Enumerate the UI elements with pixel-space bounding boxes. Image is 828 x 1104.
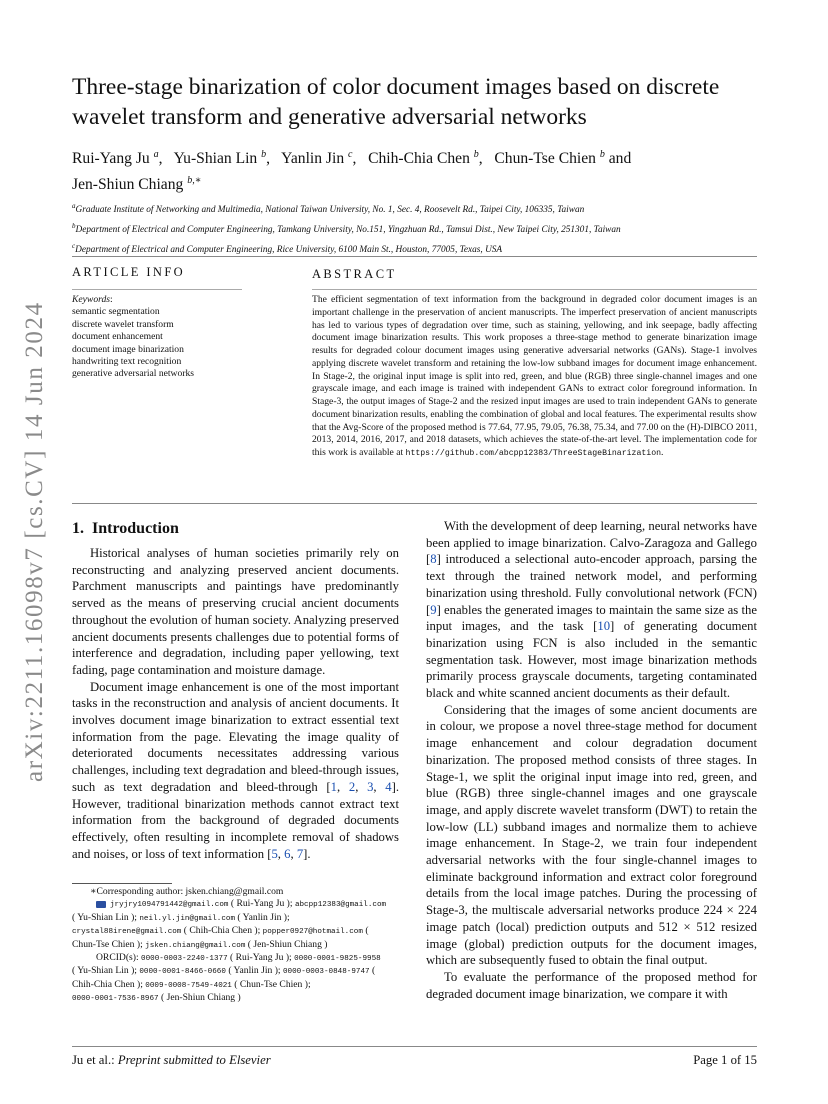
affiliation-text: Department of Electrical and Computer Engineering, Tamkang University, No.151, Yingzhuan Rd., Tamsui Dist., New Taipei City, 251301, Taiwan [75, 225, 621, 236]
footnote-text: ( [362, 925, 369, 937]
footnote-text: ( Yu-Shian Lin ); [72, 911, 140, 923]
abstract-end-divider [72, 503, 757, 504]
author-affil-mark: c [348, 149, 353, 160]
paragraph-text: ] enables the generated images to maintain the same size as the input images, and the task [ [426, 602, 757, 634]
keyword-item: discrete wavelet transform [72, 318, 174, 330]
orcid-id[interactable]: 0000-0001-7536-8967 [72, 995, 159, 1004]
keyword-item: document enhancement [72, 331, 163, 343]
footnote-text: Chih-Chia Chen ); [72, 978, 146, 990]
paragraph-text: ]. However, traditional binarization methods cannot extract text information from the background of degraded documents effectively, often resulting in incomplete removal of shadows and noises, or loss of text information [ [72, 779, 400, 861]
footnote-text: ( Yanlin Jin ); [235, 911, 290, 923]
keyword-item: handwriting text recognition [72, 356, 182, 368]
citation-link[interactable]: 7 [296, 846, 304, 861]
right-column [426, 518, 757, 1002]
email-address[interactable]: jryjry1094791442@gmail.com [110, 901, 229, 910]
author-name: Jen-Shiun Chiang [72, 176, 184, 194]
citation-link[interactable]: 5 [271, 846, 278, 861]
paragraph-text: ] introduced a selectional auto-encoder approach, parsing the text through the trained network model, and performing binarization using threshold. Fully convolutional network (FCN) [ [426, 552, 757, 617]
citation-link[interactable]: 8 [430, 552, 437, 567]
abstract-heading: ABSTRACT [312, 267, 397, 281]
left-column [72, 545, 399, 862]
keyword-item: semantic segmentation [72, 306, 160, 318]
author-name: Chun-Tse Chien [494, 150, 596, 168]
corresponding-author: ∗Corresponding author: jsken.chiang@gmail.com [90, 886, 284, 897]
paragraph: Historical analyses of human societies primarily rely on reconstructing and analyzing preserved ancient documents. Parchment manuscripts and paintings have predominantly served as the means of preserving crucial ancient documents throughout the evolution of human society. Analyzing preserved ancient documents presents challenges due to potential forms of interference and degradation, including paper yellowing, text fading, page contamination and moisture damage. [72, 546, 399, 677]
section-number: 1. [72, 520, 84, 537]
footer-note: Preprint submitted to Elsevier [117, 1053, 271, 1067]
footer-divider [72, 1046, 757, 1047]
code-link[interactable]: https://github.com/abcpp12383/ThreeStageBinarization [405, 449, 662, 458]
citation-link[interactable]: 10 [597, 619, 611, 634]
paragraph-text: Document image enhancement is one of the most important tasks in the reconstruction and analysis of ancient documents. It involves document image binarization to extract essential text information from the page. Elevating the image quality of deteriorated documents necessitates addressing various challenges, including text degradation and bleed-through issues, such as text degradation and bleed-through [ [72, 679, 399, 794]
footnote-text: ( Rui-Yang Ju ); [227, 952, 295, 964]
affiliation-mark: c [72, 242, 76, 251]
author-name: Rui-Yang Ju [72, 150, 150, 168]
article-info-divider [72, 289, 242, 290]
footnote-text: ( Jen-Shiun Chiang ) [245, 938, 328, 950]
author-affil-mark: b [473, 149, 479, 160]
and-word: and [608, 150, 632, 168]
running-footer [72, 1053, 271, 1068]
author-name: Yu-Shian Lin [173, 150, 258, 168]
citation-link[interactable]: 1 [330, 779, 337, 794]
affiliation-text: Department of Electrical and Computer Engineering, Rice University, 6100 Main St., Houston, 77005, Texas, USA [75, 245, 503, 256]
email-address[interactable]: crystal88irene@gmail.com [72, 928, 182, 937]
orcid-id[interactable]: 0009-0008-7549-4021 [145, 981, 232, 990]
abstract-text: The efficient segmentation of text information from the background in degraded color document images is an important challenge in the preservation of ancient manuscripts. The imperfect preservation of ancient manuscripts has led to various types of degradation over time, such as staining, yellowing, and ink seepage, badly affecting document image binarization results. This work proposes a three-stage method to generate binarization image results for degraded colour document images using generative adversarial networks (GANs). Stage-1 involves applying discrete wavelet transform and retaining the low-low subband images for document image enhancement. In Stage-2, the original input image is split into red, green, and blue (RGB) three single-channel images and one grayscale image, and each image is trained with independent GANs to extract color foreground information. In Stage-3, the output images of Stage-2 and the resized input images are used to train independent GANs to generate document binarization results, enabling the combination of global and local features. The experimental results show that the Avg-Score of the proposed method is 77.64, 77.95, 79.05, 76.38, 75.34, and 77.00 on the (H)-DIBCO 2011, 2013, 2014, 2016, 2017, and 2018 datasets, which achieves the state-of-the-art level. The implementation code for this work is available at [312, 294, 757, 458]
email-address[interactable]: jsken.chiang@gmail.com [145, 941, 246, 950]
abstract-body: The efficient segmentation of text information from the background in degraded color document images is an important challenge in the preservation of ancient manuscripts. The imperfect preservation of ancient manuscripts has led to various types of degradation over time, such as staining, yellowing, and ink seepage, badly affecting document image binarization results. This work proposes a three-stage method to generate binarization image results for degraded colour document images using generative adversarial networks (GANs). Stage-1 involves applying discrete wavelet transform and retaining the low-low subband images for document image enhancement. In Stage-2, the original input image is split into red, green, and blue (RGB) three single-channel images and one grayscale image, and each image is trained with independent GANs to extract color foreground information. In Stage-3, the output images of Stage-2 and the resized input images are used to train independent GANs to generate document binarization results, enabling the combination of global and local features. The experimental results show that the Avg-Score of the proposed method is 77.64, 77.95, 79.05, 76.38, 75.34, and 77.00 on the (H)-DIBCO 2011, 2013, 2014, 2016, 2017, and 2018 datasets, which achieves the state-of-the-art level. The implementation code for this work is available at https://github.com/abcpp12383/ThreeStageBinarization. [312, 294, 757, 458]
footer-separator: : [111, 1053, 118, 1067]
orcid-id[interactable]: 0000-0001-8466-0660 [139, 968, 226, 977]
paragraph: Considering that the images of some ancient documents are in colour, we propose a novel three-stage method for document image enhancement and colour degradation document binarization. The proposed method consists of three stages. In Stage-1, we split the original input image into red, green, and blue (RGB) three single-channel images and one grayscale image, and apply discrete wavelet transform (DWT) to retain the low-low (LL) subband images and normalize them to achieve image enhancement. In Stage-2, we train four independent adversarial networks with the four single-channel images to eliminate background information and extract color foreground details from the local image patches. During the processing of Stage-3, the multiscale adversarial networks produce 224 × 224 image patch (local) prediction outputs and 512 × 512 resized image (global) prediction outputs for the document images, which are subsequently fused to obtain the final output. [426, 702, 757, 968]
paragraph-text: ] of generating document binarization using FCN is also included in the semantic segmentation task. However, most image binarization methods primarily process grayscale documents, targeting contaminated black and white scanned ancient documents as their default. [426, 619, 757, 701]
paragraph [426, 518, 757, 702]
author-affil-mark: b [261, 149, 267, 160]
citation-link[interactable]: 3 [367, 779, 374, 794]
keyword-item: generative adversarial networks [72, 368, 194, 380]
orcid-id[interactable]: 0000-0003-2240-1377 [141, 955, 228, 964]
article-info-heading: ARTICLE INFO [72, 265, 186, 279]
paper-title: Three-stage binarization of color document images based on discrete wavelet transform and generative adversarial networks [72, 74, 720, 130]
affiliation-mark: a [72, 202, 76, 210]
paragraph: Document image enhancement is one of the most important tasks in the reconstruction and analysis of ancient documents. It involves document image binarization to extract essential text information from the page. Elevating the image quality of deteriorated documents necessitates addressing various challenges, including text degradation and bleed-through issues, such as text degradation and bleed-through [1, 2, 3, 4]. However, traditional binarization methods cannot extract text information from the background of degraded documents effectively, often resulting in incomplete removal of shadows and noises, or loss of text information [5, 6, 7]. [72, 679, 400, 861]
orcid-label: ORCID(s): [96, 952, 142, 964]
author-affil-mark: b,∗ [187, 175, 202, 187]
section-title: Introduction [92, 520, 179, 537]
orcid-id[interactable]: 0000-0001-9825-9958 [294, 955, 381, 964]
email-address[interactable]: popper0927@hotmail.com [262, 928, 363, 937]
affiliation-item [72, 198, 772, 218]
orcid-id[interactable]: 0000-0003-0848-9747 [282, 968, 370, 977]
paragraph-text: With the development of deep learning, neural networks have been applied to image binarization. Calvo-Zaragoza and Gallego [ [426, 519, 757, 567]
footnote-text: ( Rui-Yang Ju ); [228, 898, 295, 910]
citation-link[interactable]: 6 [284, 846, 291, 861]
affiliation-mark: b [72, 222, 76, 231]
keywords-block: Keywords: semantic segmentation discrete wavelet transform document enhancement document image binarization handwriting text recognition generative adversarial networks [72, 294, 272, 381]
keyword-item: document image binarization [72, 343, 184, 355]
footnote-text: ( Chun-Tse Chien ); [231, 978, 311, 990]
footnote-text: ( Yanlin Jin ); [225, 965, 283, 977]
footnote-text: ( Jen-Shiun Chiang ) [158, 992, 241, 1004]
footer-author: Ju et al. [72, 1053, 112, 1067]
footnote-text: ( Yu-Shian Lin ); [72, 965, 140, 977]
footnote-text: ( [369, 965, 376, 977]
citation-link[interactable]: 9 [430, 602, 437, 617]
citation-link[interactable]: 4 [385, 779, 392, 794]
keywords-label: Keywords [72, 294, 111, 305]
section-heading [72, 520, 179, 538]
footnote-text: ( Chih-Chia Chen ); [181, 925, 263, 937]
email-icon [96, 901, 106, 908]
author-list: Rui-Yang Ju $^a$, Yu-Shian Lin $^b$, Yanlin Jin $^c$, Chih-Chia Chen $^b$, Chun-Tse Chien $^b$ and Jen-Shiun Chiang $^{b,∗}$ [72, 149, 632, 194]
author-name: Chih-Chia Chen [368, 150, 470, 168]
affiliation-item [72, 218, 772, 238]
footnotes [72, 886, 402, 1006]
abstract-divider [312, 289, 757, 290]
author-affil-mark: b [599, 149, 605, 160]
affiliation-text: Graduate Institute of Networking and Multimedia, National Taiwan University, No. 1, Sec. 4, Roosevelt Rd., Taipei City, 106335, Taiwan [75, 205, 585, 216]
email-address[interactable]: abcpp12383@gmail.com [294, 901, 387, 910]
author-name: Yanlin Jin [281, 150, 345, 168]
email-address[interactable]: neil.yl.jin@gmail.com [139, 914, 236, 923]
arxiv-stamp: arXiv:2211.16098v7 [cs.CV] 14 Jun 2024 [21, 301, 48, 783]
paragraph-text: ]. [303, 846, 311, 861]
header-divider [72, 256, 757, 257]
footnote-text: Chun-Tse Chien ); [72, 938, 146, 950]
paragraph: To evaluate the performance of the proposed method for degraded document image binarization, we compare it with [426, 969, 757, 1001]
author-affil-mark: a [153, 149, 159, 160]
affiliations [72, 198, 772, 258]
footnote-divider [72, 883, 172, 884]
page-number: Page 1 of 15 [693, 1053, 757, 1067]
citation-link[interactable]: 2 [348, 779, 356, 794]
